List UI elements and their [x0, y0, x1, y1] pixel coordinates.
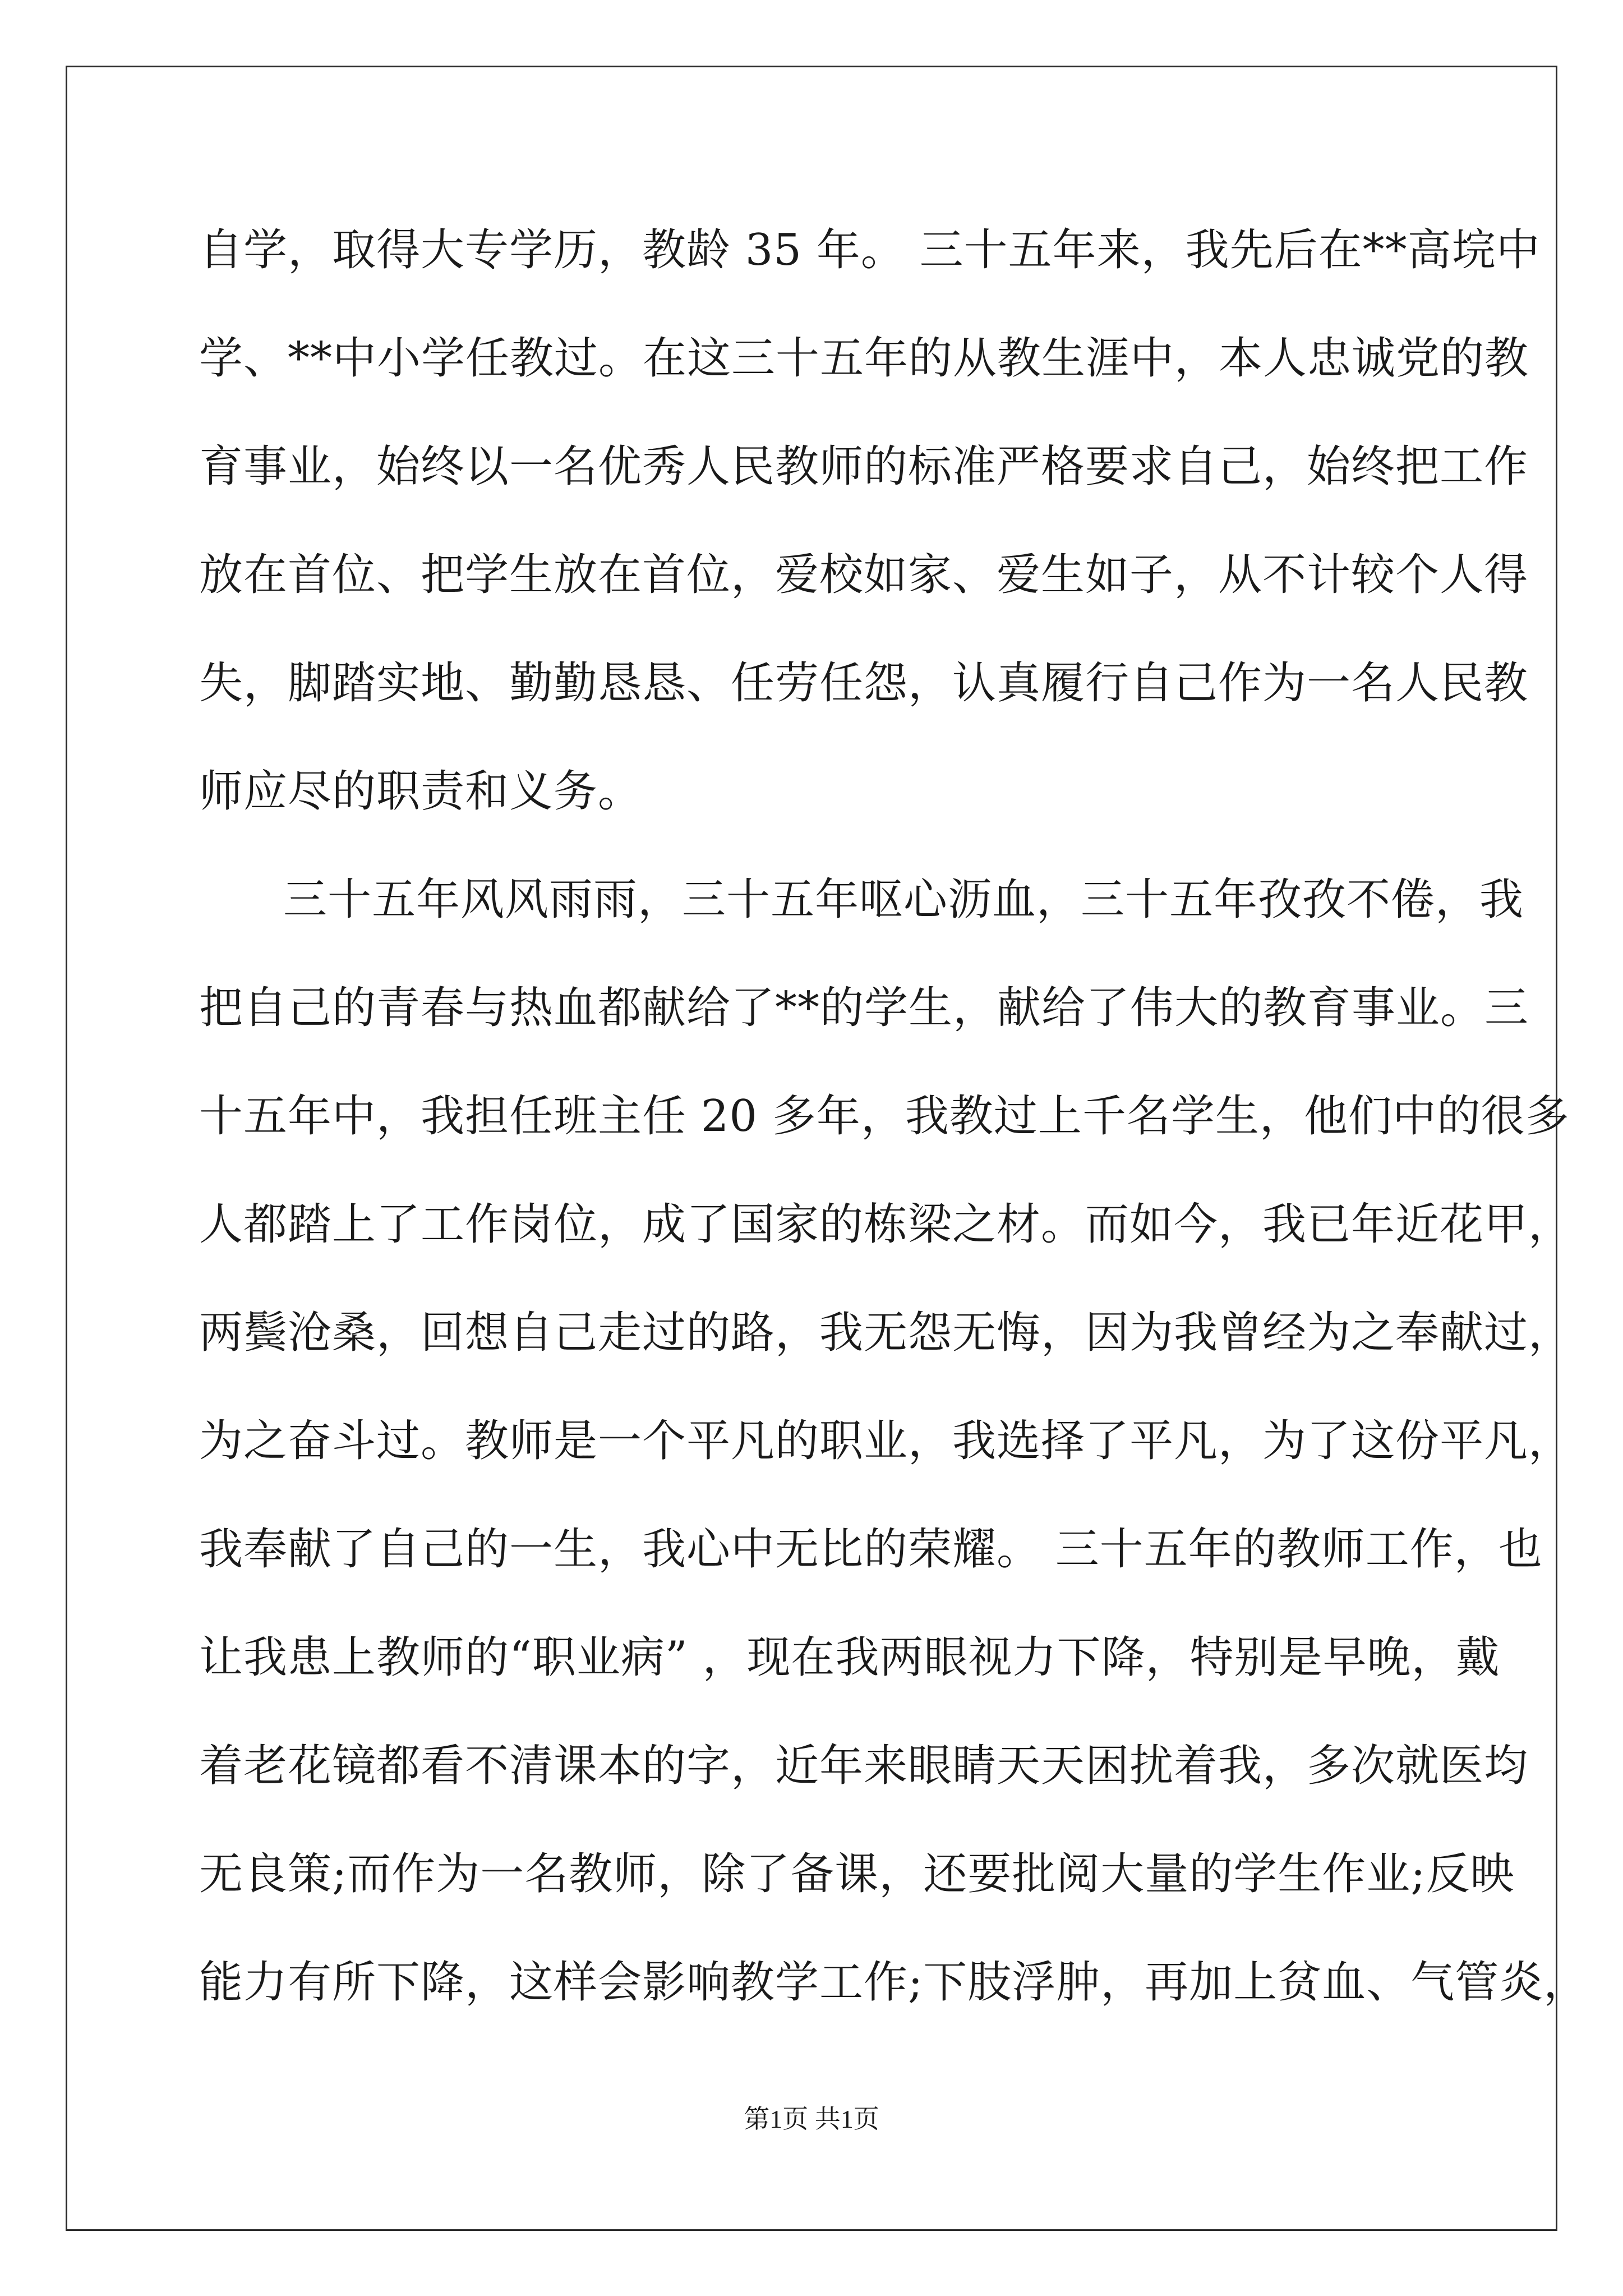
text-line: 能力有所下降，这样会影响教学工作;下肢浮肿，再加上贫血、气管炎， [199, 1957, 1588, 2008]
text-line: 学、**中小学任教过。在这三十五年的从教生涯中，本人忠诚党的教 [199, 333, 1529, 384]
page-number-footer: 第1页 共1页 [744, 2105, 879, 2133]
text-line: 着老花镜都看不清课本的字，近年来眼睛天天困扰着我，多次就医均 [199, 1741, 1529, 1791]
paragraph-first-line: 三十五年风风雨雨，三十五年呕心沥血，三十五年孜孜不倦，我 [283, 875, 1524, 925]
text-line: 为之奋斗过。教师是一个平凡的职业，我选择了平凡，为了这份平凡， [199, 1416, 1573, 1466]
text-line: 十五年中，我担任班主任 20 多年，我教过上千名学生，他们中的很多 [199, 1091, 1570, 1142]
text-line: 两鬓沧桑，回想自己走过的路，我无怨无悔，因为我曾经为之奉献过， [199, 1308, 1573, 1358]
text-line: 育事业，始终以一名优秀人民教师的标准严格要求自己，始终把工作 [199, 441, 1529, 492]
text-line: 失，脚踏实地、勤勤恳恳、任劳任怨，认真履行自己作为一名人民教 [199, 658, 1529, 708]
text-line: 放在首位、把学生放在首位，爱校如家、爱生如子，从不计较个人得 [199, 550, 1529, 600]
text-line: 无良策;而作为一名教师，除了备课，还要批阅大量的学生作业;反映 [199, 1849, 1515, 1899]
text-line: 让我患上教师的“职业病” ，现在我两眼视力下降，特别是早晚，戴 [199, 1632, 1500, 1683]
document-body [199, 217, 1588, 2057]
text-line: 自学，取得大专学历，教龄 35 年。 三十五年来，我先后在**高垸中 [199, 225, 1541, 275]
text-line: 人都踏上了工作岗位，成了国家的栋梁之材。而如今，我已年近花甲， [199, 1199, 1573, 1250]
text-line: 我奉献了自己的一生，我心中无比的荣耀。 三十五年的教师工作，也 [199, 1524, 1543, 1575]
text-line: 把自己的青春与热血都献给了**的学生，献给了伟大的教育事业。三 [199, 983, 1529, 1033]
text-line: 师应尽的职责和义务。 [199, 766, 643, 817]
